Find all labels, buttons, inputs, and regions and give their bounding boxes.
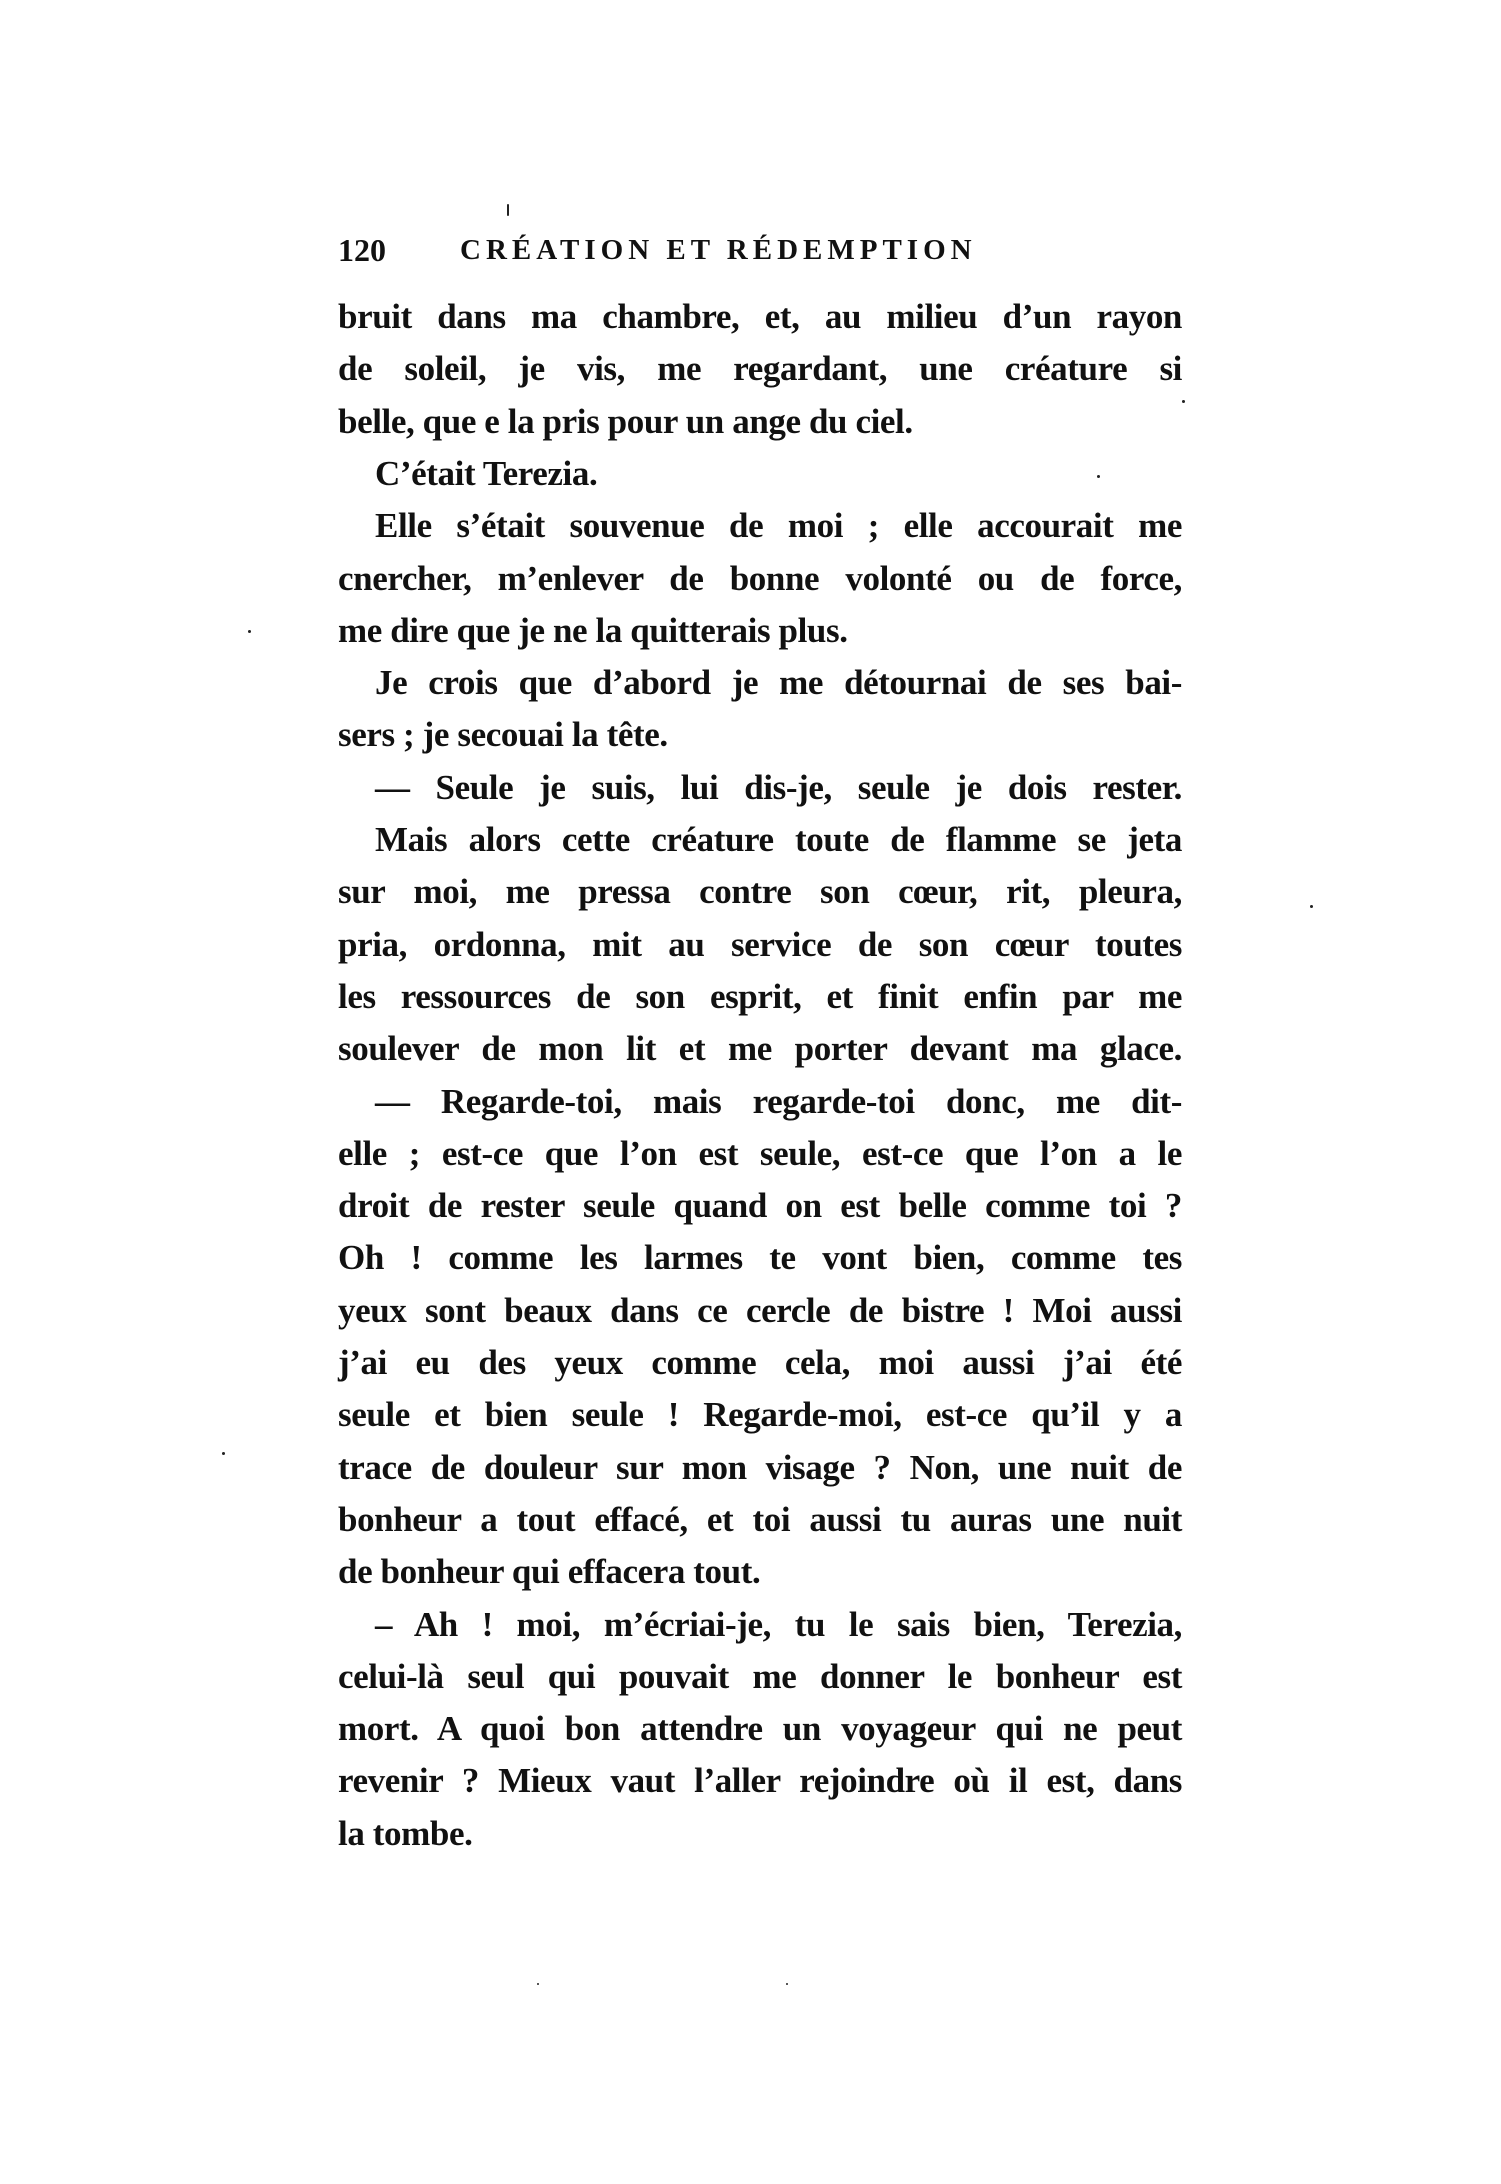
text-line: la tombe. <box>338 1813 473 1853</box>
text-line: Mais alors cette créature toute de flamme se jeta <box>375 820 1182 859</box>
scan-speck <box>222 1452 225 1455</box>
text-line: me dire que je ne la quitterais plus. <box>338 610 848 650</box>
text-line: yeux sont beaux dans ce cercle de bistre ! Moi aussi <box>338 1290 1182 1330</box>
text-line: sers ; je secouai la tête. <box>338 715 668 755</box>
text-line: droit de rester seule quand on est belle comme toi ? <box>338 1186 1182 1226</box>
text-line: seule et bien seule ! Regarde-moi, est-ce qu’il y a <box>338 1395 1182 1435</box>
text-line: Elle s’était souvenue de moi ; elle accourait me <box>375 506 1182 546</box>
scan-speck <box>507 204 509 216</box>
text-line: — Seule je suis, lui dis-je, seule je dois rester. <box>375 767 1182 807</box>
text-line: sur moi, me pressa contre son cœur, rit, pleura, <box>338 872 1182 912</box>
scan-speck <box>537 1983 539 1985</box>
text-line: mort. A quoi bon attendre un voyageur qui ne peut <box>338 1709 1182 1749</box>
text-line: les ressources de son esprit, et finit enfin par me <box>338 976 1182 1016</box>
text-line: Oh ! comme les larmes te vont bien, comme tes <box>338 1238 1182 1278</box>
text-line: C’était Terezia. <box>375 453 598 493</box>
text-line: bruit dans ma chambre, et, au milieu d’un rayon <box>338 297 1182 336</box>
text-line: cnercher, m’enlever de bonne volonté ou de force, <box>338 558 1182 598</box>
text-line: pria, ordonna, mit au service de son cœur toutes <box>338 924 1182 964</box>
text-line: soulever de mon lit et me porter devant ma glace. <box>338 1029 1182 1069</box>
text-line: revenir ? Mieux vaut l’aller rejoindre où il est, dans <box>338 1761 1182 1801</box>
page-header <box>338 226 1098 274</box>
text-line: – Ah ! moi, m’écriai-je, tu le sais bien, Terezia, <box>375 1604 1182 1644</box>
text-line: j’ai eu des yeux comme cela, moi aussi j’ai été <box>338 1343 1182 1382</box>
text-line: de soleil, je vis, me regardant, une créature si <box>338 349 1182 389</box>
text-line: celui-là seul qui pouvait me donner le bonheur est <box>338 1656 1182 1696</box>
scan-speck <box>1182 400 1185 403</box>
text-line: — Regarde-toi, mais regarde-toi donc, me dit- <box>375 1081 1182 1121</box>
scan-speck <box>1310 905 1313 908</box>
text-line: elle ; est-ce que l’on est seule, est-ce que l’on a le <box>338 1133 1182 1173</box>
text-line: Je crois que d’abord je me détournai de ses bai- <box>375 663 1182 703</box>
running-title: CRÉATION ET RÉDEMPTION <box>460 234 977 266</box>
text-line: belle, que e la pris pour un ange du ciel. <box>338 401 913 441</box>
text-line: de bonheur qui effacera tout. <box>338 1552 761 1592</box>
text-line: trace de douleur sur mon visage ? Non, une nuit de <box>338 1447 1182 1487</box>
text-line: bonheur a tout effacé, et toi aussi tu auras une nuit <box>338 1499 1182 1539</box>
scan-speck <box>248 630 251 633</box>
scan-speck <box>786 1983 788 1985</box>
page-number: 120 <box>338 232 386 268</box>
